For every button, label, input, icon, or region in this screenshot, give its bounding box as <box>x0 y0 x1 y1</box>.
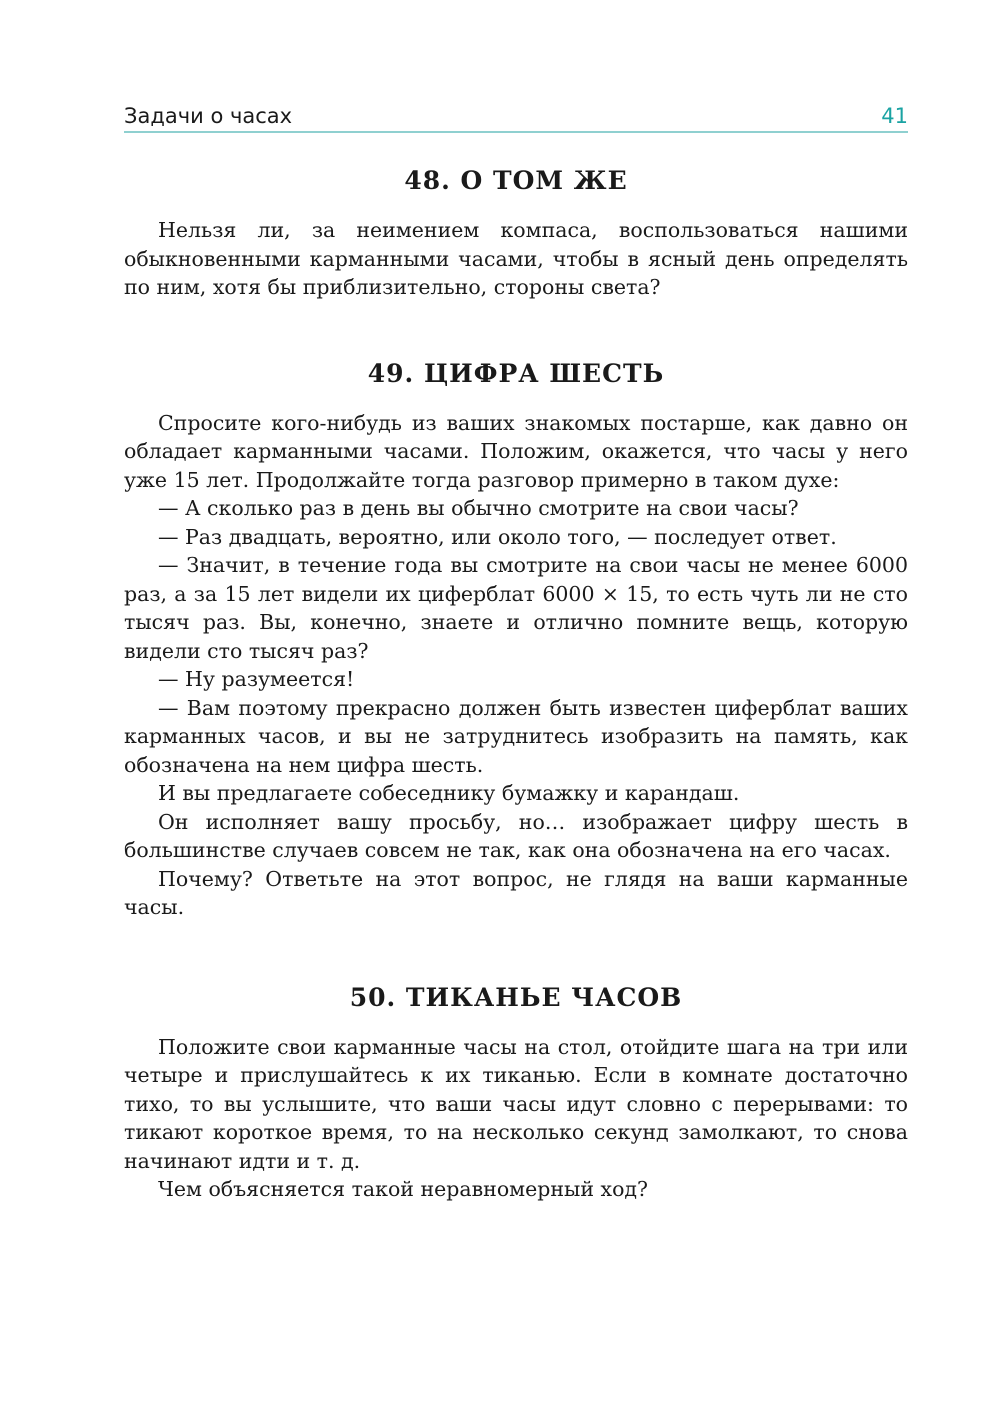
paragraph: Чем объясняется такой неравномерный ход? <box>158 1177 649 1201</box>
running-header <box>124 96 908 133</box>
paragraph: Спросите кого-нибудь из ваших знакомых постарше, как давно он обладает карманными часами. Положим, окажется, что часы у него уже 15 лет. Продолжайте тогда разговор примерно в таком духе: <box>124 410 908 492</box>
problem-body <box>124 1033 908 1204</box>
problem-50 <box>124 982 908 1204</box>
dialogue-line: — Раз двадцать, вероятно, или около того, — последует ответ. <box>158 524 837 549</box>
paragraph: Нельзя ли, за неимением компаса, воспользоваться нашими обыкновенными карманными часами, чтобы в ясный день определять по ним, хотя бы приблизительно, стороны света? <box>124 218 908 299</box>
problem-49 <box>124 358 908 922</box>
running-title: Задачи о часах <box>124 104 293 128</box>
dialogue-line: — Значит, в течение года вы смотрите на свои часы не менее 6000 раз, а за 15 лет видели их циферблат 6000 × 15, то есть чуть ли не сто тысяч раз. Вы, конечно, знаете и отлично помните вещь, которую видели сто тысяч раз? <box>124 553 908 663</box>
book-page <box>124 96 908 1204</box>
paragraph: И вы предлагаете собеседнику бумажку и карандаш. <box>158 781 740 805</box>
dialogue-line: — Вам поэтому прекрасно должен быть известен циферблат ваших карманных часов, и вы не затруднитесь изобразить на память, как обозначена на нем цифра шесть. <box>124 695 908 777</box>
dialogue-line: — Ну разумеется! <box>158 667 355 691</box>
problem-body <box>124 216 908 302</box>
page-number: 41 <box>881 104 908 128</box>
paragraph: Он исполняет вашу просьбу, но… изображает цифру шесть в большинстве случаев совсем не так, как она обозначена на его часах. <box>124 809 908 862</box>
problem-48 <box>124 165 908 302</box>
problem-title: 49. ЦИФРА ШЕСТЬ <box>367 358 665 388</box>
dialogue-line: — А сколько раз в день вы обычно смотрите на свои часы? <box>158 496 799 520</box>
paragraph: Почему? Ответьте на этот вопрос, не глядя на ваши карманные часы. <box>124 866 908 919</box>
problem-body <box>124 409 908 922</box>
paragraph: Положите свои карманные часы на стол, отойдите шага на три или четыре и прислушайтесь к их тиканью. Если в комнате достаточно тихо, то вы услышите, что ваши часы идут словно с перерывами: то тикают короткое время, то на несколько секунд замолкают, то снова начинают идти и т. д. <box>124 1034 908 1173</box>
problem-title: 48. О ТОМ ЖЕ <box>404 166 628 195</box>
problem-title: 50. ТИКАНЬЕ ЧАСОВ <box>349 982 683 1012</box>
